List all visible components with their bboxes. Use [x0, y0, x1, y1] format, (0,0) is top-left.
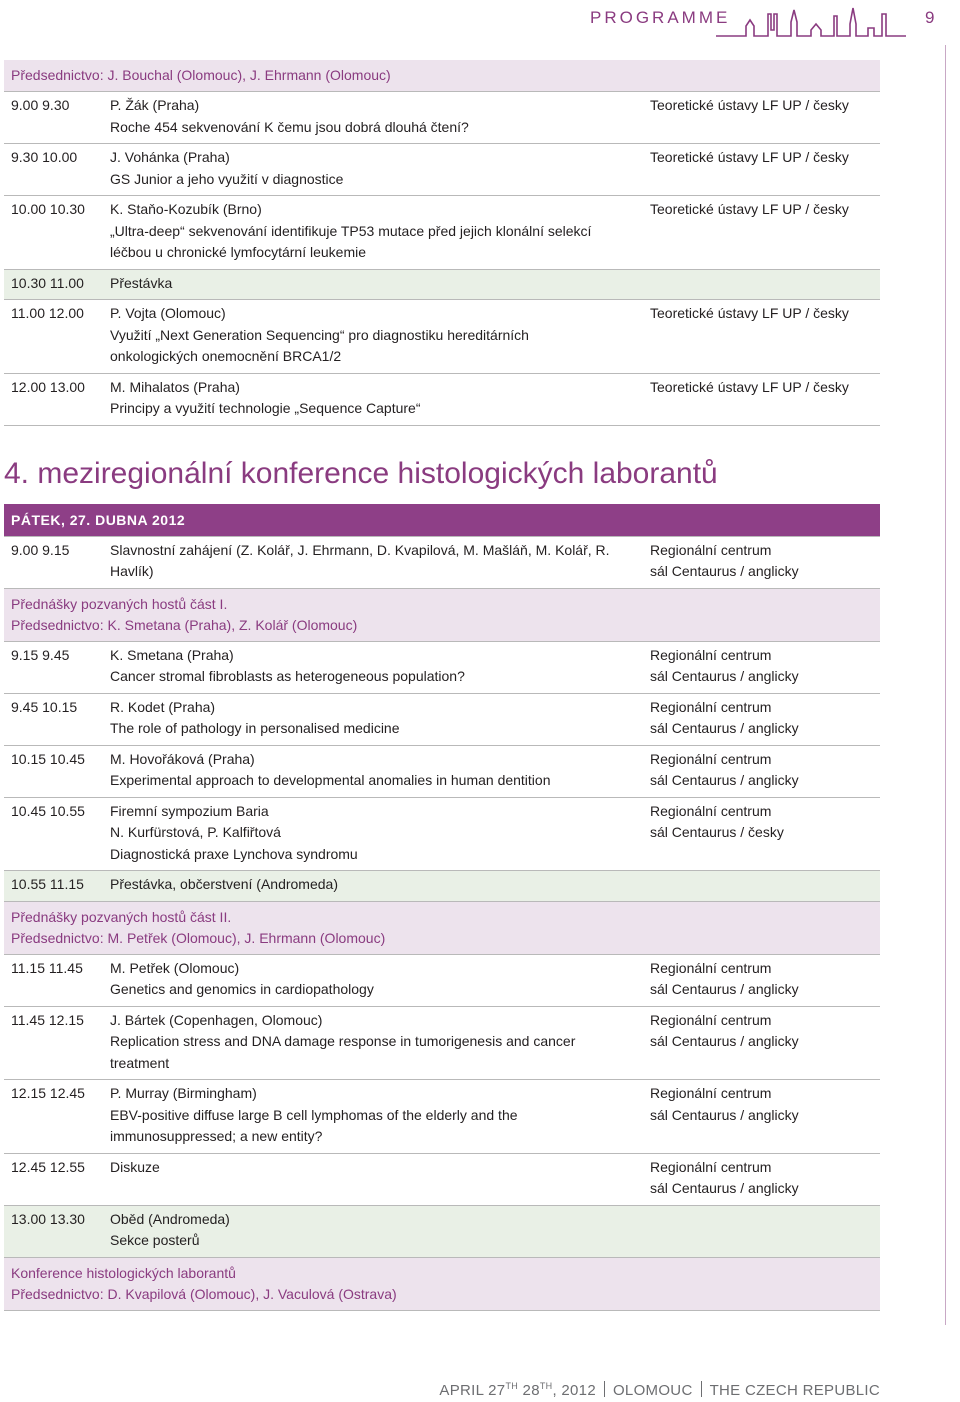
city-skyline-icon	[716, 0, 906, 38]
break-row: 10.55 11.15 Přestávka, občerstvení (Andromeda)	[4, 871, 880, 902]
section-title: PROGRAMME	[590, 8, 731, 27]
session-band: Přednášky pozvaných hostů část I. Předsednictvo: K. Smetana (Praha), Z. Kolář (Olomouc)	[4, 589, 880, 642]
date-band: PÁTEK, 27. DUBNA 2012	[4, 504, 880, 537]
session-band: Přednášky pozvaných hostů část II. Předsednictvo: M. Petřek (Olomouc), J. Ehrmann (Olomouc)	[4, 902, 880, 955]
table-row: 9.30 10.00 J. Vohánka (Praha) GS Junior a jeho využití v diagnostice Teoretické ústavy LF UP / česky	[4, 144, 880, 196]
table-row: 12.00 13.00 M. Mihalatos (Praha) Principy a využití technologie „Sequence Capture“ Teoretické ústavy LF UP / česky	[4, 374, 880, 426]
right-rule	[945, 45, 946, 1325]
table-row: 12.45 12.55 Diskuze Regionální centrum sál Centaurus / anglicky	[4, 1154, 880, 1206]
lunch-row: 13.00 13.30 Oběd (Andromeda) Sekce posterů	[4, 1206, 880, 1258]
table-row: 10.00 10.30 K. Staňo-Kozubík (Brno) „Ultra-deep“ sekvenování identifikuje TP53 mutace před jejich klonální selekcí léčbou u chronické lymfocytární leukemie Teoretické ústavy LF UP / česky	[4, 196, 880, 270]
table-row: 11.15 11.45 M. Petřek (Olomouc) Genetics and genomics in cardiopathology Regionální centrum sál Centaurus / anglicky	[4, 955, 880, 1007]
table-row: 10.45 10.55 Firemní sympozium Baria N. Kurfürstová, P. Kalfiřtová Diagnostická praxe Lynchova syndromu Regionální centrum sál Centaurus / česky	[4, 798, 880, 872]
table-row: 11.45 12.15 J. Bártek (Copenhagen, Olomouc) Replication stress and DNA damage response in tumorigenesis and cancer treatment Regionální centrum sál Centaurus / anglicky	[4, 1007, 880, 1081]
table-row: 9.45 10.15 R. Kodet (Praha) The role of pathology in personalised medicine Regionální centrum sál Centaurus / anglicky	[4, 694, 880, 746]
conference-title: 4. meziregionální konference histologických laborantů	[4, 456, 718, 490]
table-row: 11.00 12.00 P. Vojta (Olomouc) Využití „Next Generation Sequencing“ pro diagnostiku hereditárních onkologických onemocnění BRCA1/2 Teoretické ústavy LF UP / česky	[4, 300, 880, 374]
programme	[4, 60, 880, 1311]
table-row: 9.00 9.15 Slavnostní zahájení (Z. Kolář, J. Ehrmann, D. Kvapilová, M. Mašláň, M. Kolář, R. Havlík) Regionální centrum sál Centaurus / anglicky	[4, 537, 880, 589]
session-band: Konference histologických laborantů Předsednictvo: D. Kvapilová (Olomouc), J. Vaculová (Ostrava)	[4, 1258, 880, 1311]
chair-band: Předsednictvo: J. Bouchal (Olomouc), J. Ehrmann (Olomouc)	[4, 60, 880, 92]
table-row: 12.15 12.45 P. Murray (Birmingham) EBV-positive diffuse large B cell lymphomas of the elderly and the immunosuppressed; a new entity? Regionální centrum sál Centaurus / anglicky	[4, 1080, 880, 1154]
table-row: 9.15 9.45 K. Smetana (Praha) Cancer stromal fibroblasts as heterogeneous population? Regionální centrum sál Centaurus / anglicky	[4, 642, 880, 694]
footer: APRIL 27TH 28TH, 2012 OLOMOUC THE CZECH REPUBLIC	[439, 1381, 880, 1399]
table-row: 10.15 10.45 M. Hovořáková (Praha) Experimental approach to developmental anomalies in human dentition Regionální centrum sál Centaurus / anglicky	[4, 746, 880, 798]
break-row: 10.30 11.00 Přestávka	[4, 270, 880, 301]
table-row: 9.00 9.30 P. Žák (Praha) Roche 454 sekvenování K čemu jsou dobrá dlouhá čtení? Teoretické ústavy LF UP / česky	[4, 92, 880, 144]
page-number: 9	[925, 8, 935, 27]
